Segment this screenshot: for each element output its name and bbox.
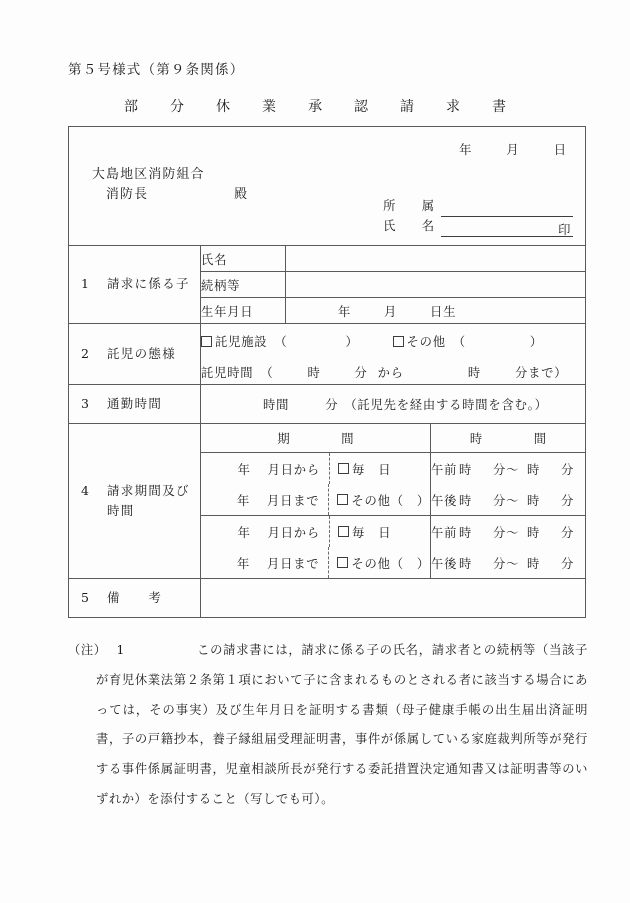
to-month-block1: 月	[267, 493, 281, 508]
note-text: この請求書には，請求に係る子の氏名，請求者との続柄等（当該子が育児休業法第２条第１項において子に含まれるものとされる者に該当する場合にあっては，その事実）及び生年月日を証明する書類（母子健康手帳の出生届出済証明書，子の戸籍抄本，養子縁組届受理証明書，事件が係属している家庭裁判所等が発行する事件係属証明書，児童相談所長が発行する委託措置決定通知書又は証明書等のいずれか）を添付すること（写しでも可）。	[96, 643, 588, 806]
chief-line	[92, 185, 248, 205]
commute-min-unit: 分	[325, 398, 339, 412]
pm-prefix-block1: 午後	[431, 493, 458, 508]
daycare-time-label: 託児時間 （	[201, 365, 274, 380]
affiliation-row	[376, 197, 573, 217]
option-other-close: ）	[529, 335, 543, 350]
row3-label-cell	[69, 385, 201, 424]
table-row	[69, 385, 586, 424]
checkbox-daily-icon[interactable]	[338, 526, 349, 537]
daycare-from-label: から	[377, 365, 404, 380]
pm-min-block1: 分〜	[493, 493, 520, 508]
period-inner	[201, 516, 430, 547]
pm-hour2-block2: 時	[527, 556, 541, 571]
am-min-block2: 分〜	[493, 525, 520, 540]
name-label: 氏 名	[383, 218, 441, 233]
am-prefix-block1: 午前	[431, 462, 458, 477]
daycare-to-label: 分まで）	[514, 365, 568, 380]
period-cell-block1-from	[201, 453, 431, 485]
checkbox-other-icon[interactable]	[393, 336, 404, 347]
to-year-block2: 年	[237, 556, 251, 571]
period-inner	[201, 547, 430, 578]
row5-value[interactable]	[201, 579, 586, 618]
commute-time-text	[201, 395, 585, 413]
row1-label-cell	[69, 246, 201, 324]
note-head	[68, 636, 125, 666]
frequency-other-block2[interactable]	[328, 547, 430, 578]
to-month-block2: 月	[267, 556, 281, 571]
table-row	[69, 324, 586, 385]
pm-hour-block2: 時	[459, 556, 473, 571]
daycare-hour-unit: 時	[307, 365, 321, 380]
row4-number: 4	[81, 482, 91, 498]
checkbox-other-freq-icon[interactable]	[337, 494, 348, 505]
time-am-block2[interactable]	[431, 516, 586, 548]
request-form-table	[68, 126, 586, 618]
row1-label	[69, 274, 200, 294]
from-day-block2: 日から	[280, 525, 320, 540]
row5-label	[69, 588, 200, 608]
option-facility-label: 託児施設 （	[215, 335, 288, 350]
row1-field-label-name: 氏名	[201, 246, 286, 272]
row4-title-cont: 時間	[107, 503, 135, 518]
am-hour-block1: 時	[459, 462, 473, 477]
row1-number: 1	[81, 276, 91, 292]
date-line	[459, 140, 567, 158]
pm-min-block2: 分〜	[493, 556, 520, 571]
row1-field-value-dob[interactable]	[286, 298, 586, 324]
checkbox-other-freq-icon[interactable]	[337, 557, 348, 568]
time-pm-block2[interactable]	[431, 547, 586, 579]
organization-name: 大島地区消防組合	[92, 167, 205, 182]
column-header-time: 時 間	[431, 424, 586, 453]
affiliation-input[interactable]	[441, 202, 573, 217]
row2-content-cell	[201, 324, 586, 385]
row4-label-cell	[69, 424, 201, 579]
column-header-period: 期 間	[201, 424, 431, 453]
frequency-other-block1[interactable]	[328, 484, 430, 515]
pm-min2-block1: 分	[561, 493, 575, 508]
pm-prefix-block2: 午後	[431, 556, 458, 571]
row1-field-value-relation[interactable]	[286, 272, 586, 298]
row2-label	[69, 344, 200, 364]
checkbox-facility-icon[interactable]	[201, 336, 212, 347]
period-inner	[201, 484, 430, 515]
period-cell-block2-to	[201, 547, 431, 579]
period-cell-block2-from	[201, 516, 431, 548]
frequency-daily-block2[interactable]	[329, 516, 430, 547]
pm-min2-block2: 分	[561, 556, 575, 571]
time-am-block1[interactable]	[431, 453, 586, 485]
dob-text	[286, 302, 585, 320]
table-row	[69, 246, 586, 272]
row4-title: 請求期間及び	[107, 482, 190, 498]
to-day-block2: 日まで	[280, 556, 320, 571]
row3-label	[69, 394, 200, 414]
document-title: 部 分 休 業 承 認 請 求 書	[124, 99, 515, 115]
frequency-other-label-block1: その他（ ）	[351, 493, 430, 508]
am-prefix-block2: 午前	[431, 525, 458, 540]
am-min-block1: 分〜	[493, 462, 520, 477]
option-other-label: その他 （	[406, 335, 466, 350]
dob-year: 年	[338, 304, 352, 319]
row1-field-label-dob: 生年月日	[201, 298, 286, 324]
to-year-block1: 年	[237, 493, 251, 508]
commute-note: （託児先を経由する時間を含む。）	[344, 398, 548, 412]
addressee-row	[69, 127, 586, 246]
daycare-options-line	[201, 335, 585, 349]
daycare-min-unit: 分	[354, 365, 368, 380]
table-row	[69, 424, 586, 453]
period-inner	[201, 453, 430, 484]
row2-number: 2	[81, 345, 91, 361]
name-input[interactable]	[441, 222, 573, 237]
dob-month: 月	[384, 304, 398, 319]
row5-number: 5	[81, 589, 91, 605]
date-year-label: 年	[459, 143, 473, 157]
note-body	[68, 636, 588, 815]
row1-title: 請求に係る子	[107, 276, 190, 292]
daycare-hour2-unit: 時	[467, 365, 481, 380]
period-from-date-block2[interactable]	[201, 523, 329, 541]
am-min2-block2: 分	[561, 525, 575, 540]
period-cell-block1-to	[201, 484, 431, 516]
chief-title: 消防長	[106, 187, 149, 203]
period-to-date-block2[interactable]	[201, 554, 328, 572]
from-year-block1: 年	[237, 462, 251, 477]
row2-label-cell	[69, 324, 201, 385]
row3-number: 3	[81, 395, 91, 411]
from-year-block2: 年	[237, 525, 251, 540]
row1-field-value-name[interactable]	[286, 246, 586, 272]
to-day-block1: 日まで	[280, 493, 320, 508]
row1-field-label-relation: 続柄等	[201, 272, 286, 298]
frequency-daily-label-block1: 毎 日	[352, 462, 392, 477]
signature-block	[376, 197, 573, 237]
frequency-other-label-block2: その他（ ）	[351, 556, 430, 571]
am-hour2-block1: 時	[527, 462, 541, 477]
row3-title: 通勤時間	[107, 395, 163, 411]
organization-block	[92, 165, 248, 205]
pm-hour2-block1: 時	[527, 493, 541, 508]
date-month-label: 月	[506, 143, 520, 157]
am-min2-block1: 分	[561, 462, 575, 477]
seal-mark: 印	[558, 222, 571, 237]
checkbox-daily-icon[interactable]	[338, 463, 349, 474]
from-month-block2: 月	[267, 525, 281, 540]
note-number: 1	[116, 643, 125, 657]
am-hour2-block2: 時	[527, 525, 541, 540]
row3-content-cell[interactable]	[201, 385, 586, 424]
from-day-block1: 日から	[280, 462, 320, 477]
pm-hour-block1: 時	[459, 493, 473, 508]
frequency-daily-label-block2: 毎 日	[352, 525, 392, 540]
frequency-daily-block1[interactable]	[329, 453, 430, 484]
affiliation-label: 所 属	[383, 199, 441, 213]
name-row	[376, 217, 573, 237]
period-from-date-block1[interactable]	[201, 460, 329, 478]
table-row	[69, 579, 586, 618]
note-head-label: （注）	[68, 643, 107, 657]
honorific: 殿	[234, 187, 249, 203]
note-section	[68, 636, 588, 815]
daycare-time-line	[201, 366, 585, 380]
row5-label-cell	[69, 579, 201, 618]
row5-title: 備 考	[107, 589, 163, 605]
from-month-block1: 月	[267, 462, 281, 477]
date-day-label: 日	[553, 143, 567, 157]
period-to-date-block1[interactable]	[201, 491, 328, 509]
row2-title: 託児の態様	[107, 345, 177, 361]
form-number: 第５号様式（第９条関係）	[68, 62, 245, 78]
am-hour-block2: 時	[459, 525, 473, 540]
option-facility-close: ）	[345, 335, 359, 350]
dob-day: 日生	[430, 304, 457, 319]
time-pm-block1[interactable]	[431, 484, 586, 516]
commute-hour-unit: 時間	[263, 398, 290, 412]
row4-label	[69, 481, 200, 522]
addressee-cell	[69, 127, 586, 246]
